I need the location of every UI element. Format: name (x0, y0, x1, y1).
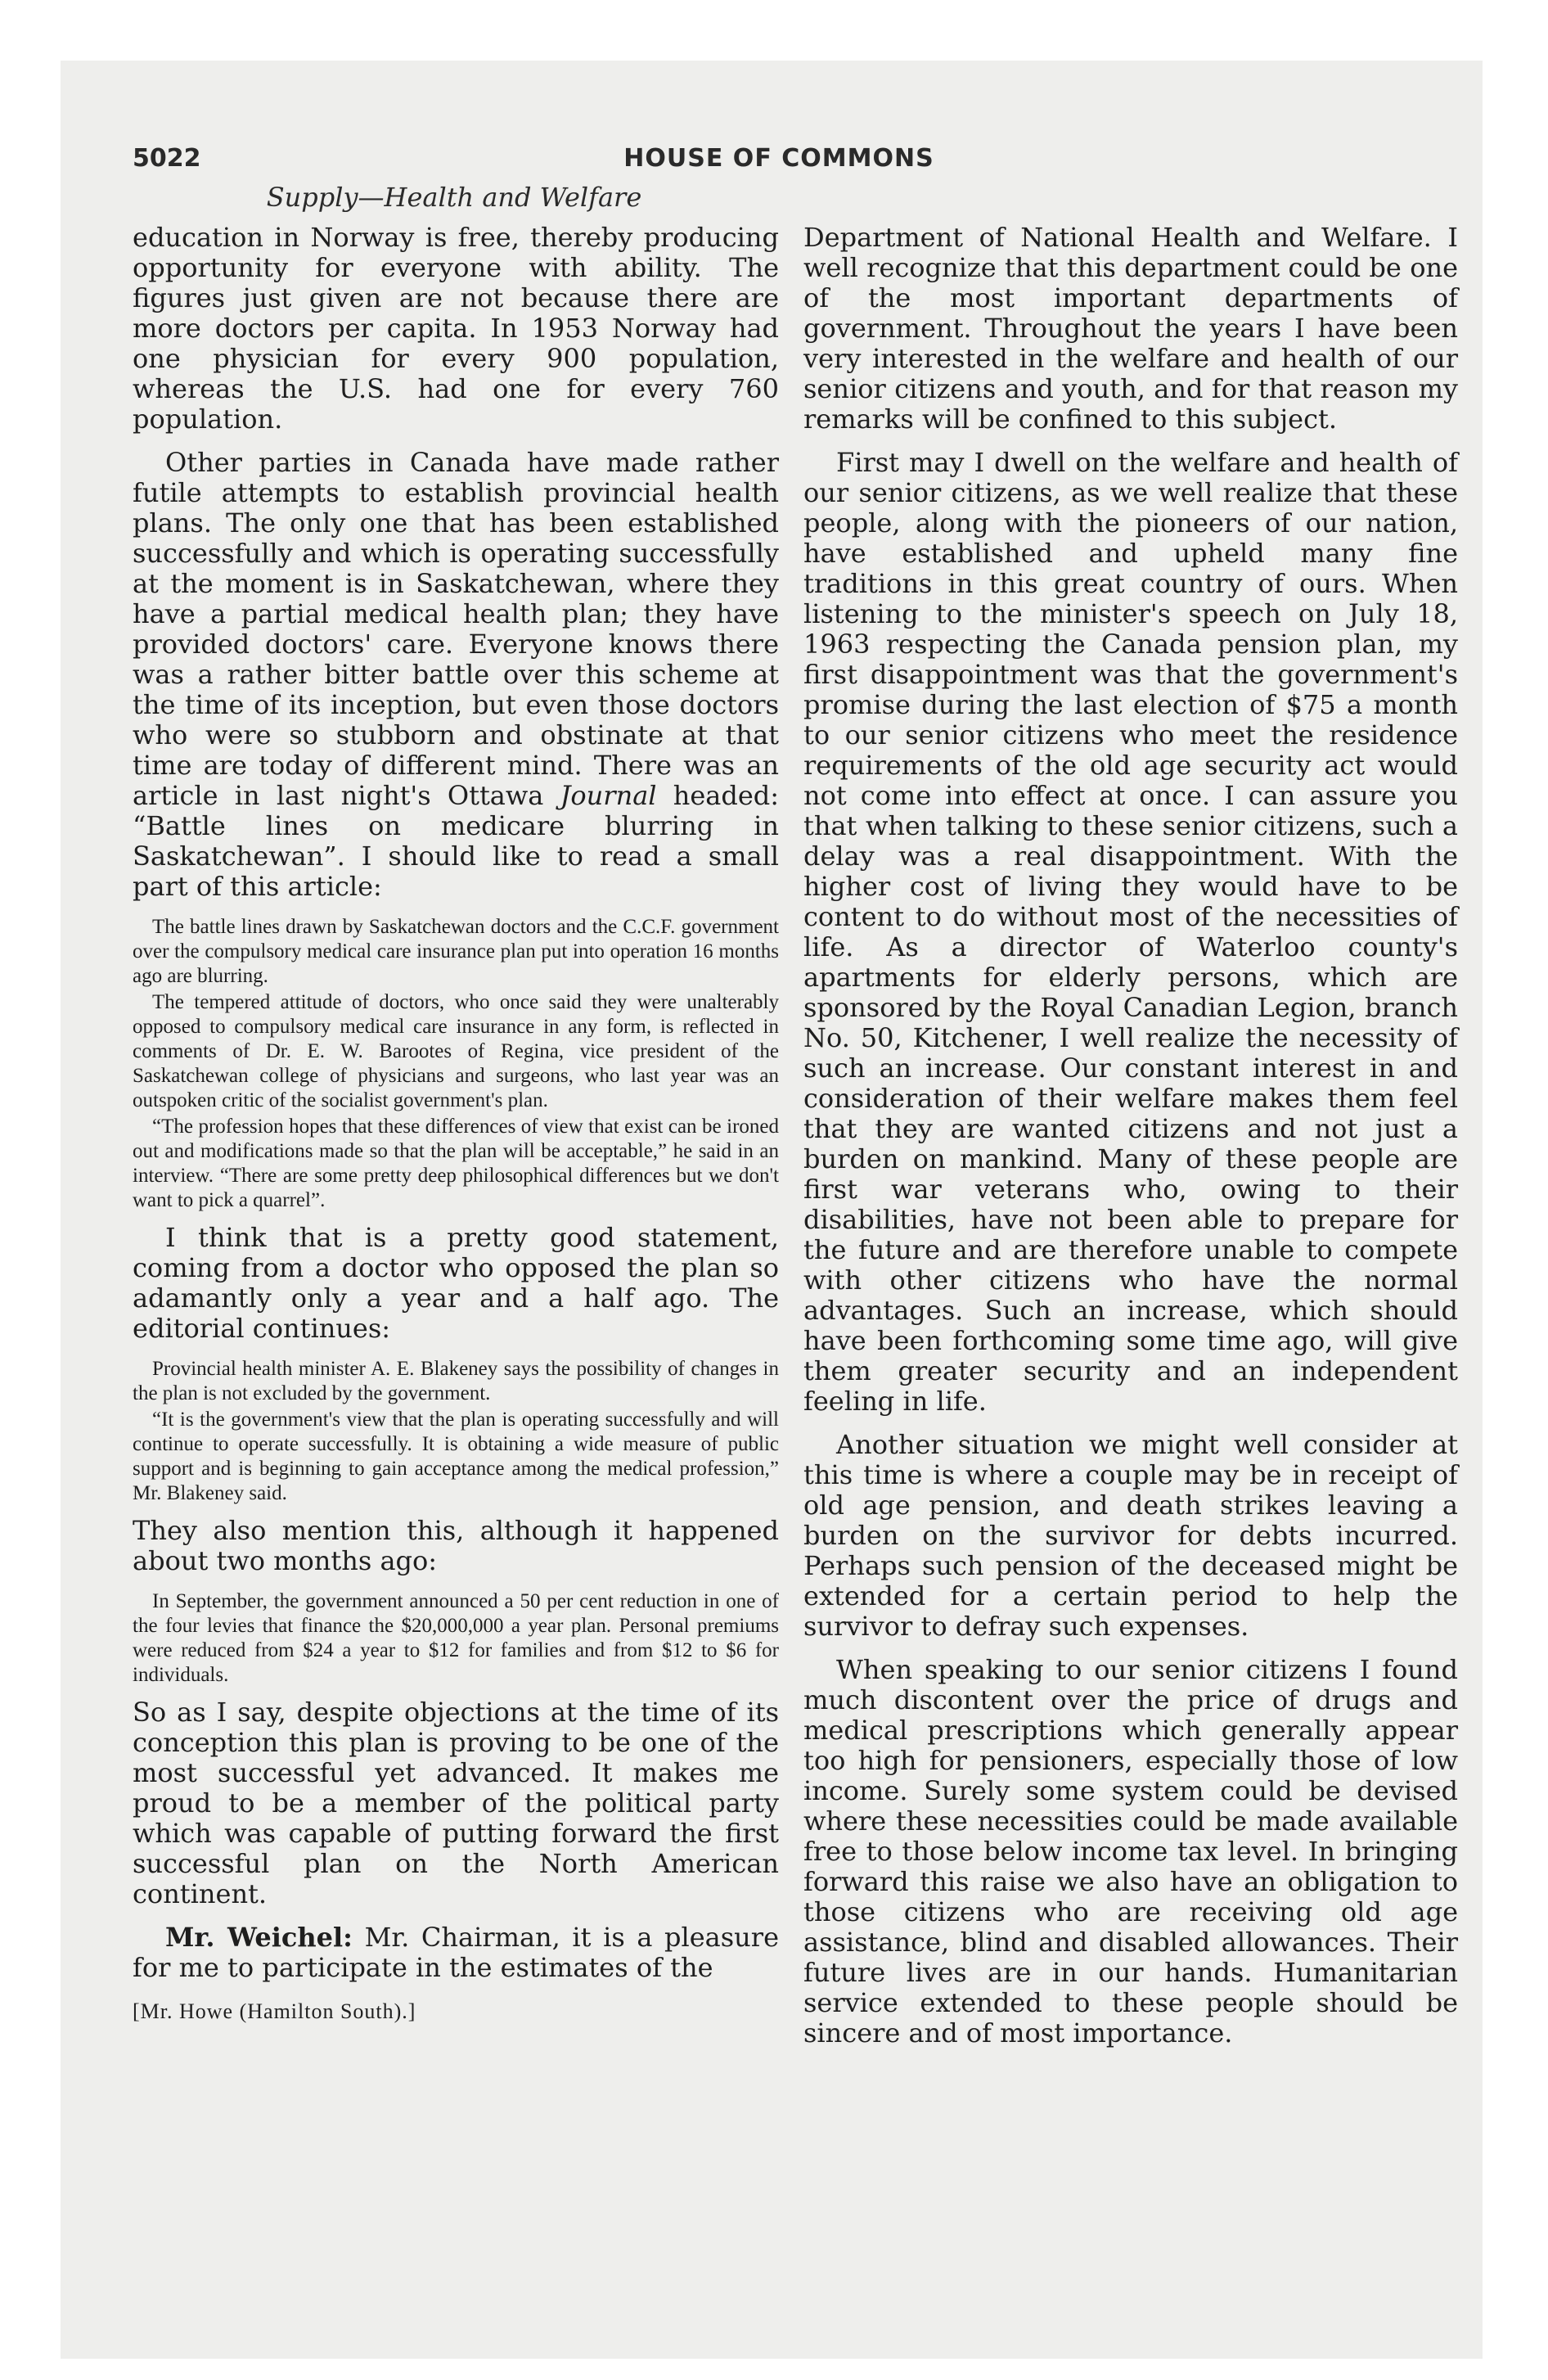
quote-paragraph: The tempered attitude of doctors, who once said they were unalterably opposed to compulsory medical care insurance in any form, is reflected in comments of Dr. E. W. Barootes of Regina, vice president of the Saskatchewan college of physicians and surgeons, who last year was an outspoken critic of the socialist government's plan. (133, 991, 779, 1111)
block-quote (133, 1589, 779, 1688)
quote-paragraph: Provincial health minister A. E. Blakeney says the possibility of changes in the plan is not excluded by the government. (133, 1358, 779, 1404)
speaker-name: Mr. Weichel: (165, 1922, 353, 1953)
paragraph: First may I dwell on the welfare and health of our senior citizens, as we well realize that these people, along with the pioneers of our nation, have established and upheld many fine traditions in this great country of ours. When listening to the minister's speech on July 18, 1963 respecting the Canada pension plan, my first disappointment was that the government's promise during the last election of $75 a month to our senior citizens who meet the residence requirements of the old age security act would not come into effect at once. I can assure you that when talking to these senior citizens, such a delay was a real disappointment. With the higher cost of living they would have to be content to do without most of the necessities of life. As a director of Waterloo county's apartments for elderly persons, which are sponsored by the Royal Canadian Legion, branch No. 50, Kitchener, I well realize the necessity of such an increase. Our constant interest in and consideration of their welfare makes them feel that they are wanted citizens and not just a burden on mankind. Many of these people are first war veterans who, owing to their disabilities, have not been able to prepare for the future and are therefore unable to compete with other citizens who have the normal advantages. Such an increase, which should have been forthcoming some time ago, will give them greater security and an independent feeling in life. (803, 447, 1458, 1417)
block-quote (133, 1357, 779, 1506)
journal-name: Journal (560, 780, 657, 811)
speech-paragraph: Mr. Weichel: Mr. Chairman, it is a pleasure for me to participate in the estimates of the (133, 1922, 780, 1983)
paragraph: Department of National Health and Welfare. I well recognize that this department could be one of the most important departments of government. Throughout the years I have been very interested in the welfare and health of our senior citizens and youth, and for that reason my remarks will be confined to this subject. (803, 222, 1458, 435)
paragraph: education in Norway is free, thereby producing opportunity for everyone with ability. The figures just given are not because there are more doctors per capita. In 1953 Norway had one physician for every 900 population, whereas the U.S. had one for every 760 population. (133, 222, 779, 435)
paragraph: I think that is a pretty good statement, coming from a doctor who opposed the plan so adamantly only a year and a half ago. The editorial continues: (133, 1222, 779, 1344)
speaker-attribution: [Mr. Howe (Hamilton South).] (133, 1999, 416, 2023)
paragraph: They also mention this, although it happened about two months ago: (133, 1515, 779, 1576)
paragraph: Another situation we might well consider at this time is where a couple may be in receipt of old age pension, and death strikes leaving a burden on the survivor for debts incurred. Perhaps such pension of the deceased might be extended for a certain period to help the survivor to defray such expenses. (803, 1429, 1458, 1642)
chamber-title: HOUSE OF COMMONS (623, 144, 934, 173)
block-quote (133, 915, 779, 1213)
paragraph: So as I say, despite objections at the time of its conception this plan is proving to be one of the most successful yet advanced. It makes me proud to be a member of the political party which was capable of putting forward the first successful plan on the North American continent. (133, 1697, 779, 1909)
paragraph: When speaking to our senior citizens I found much discontent over the price of drugs and medical prescriptions which generally appear too high for pensioners, especially those of low income. Surely some system could be devised where these necessities could be made available free to those below income tax level. In bringing forward this raise we also have an obligation to those citizens who are receiving old age assistance, blind and disabled allowances. Their future lives are in our hands. Humanitarian service extended to these people should be sincere and of most importance. (803, 1654, 1458, 2049)
quote-paragraph: “The profession hopes that these differences of view that exist can be ironed out and modifications made so that the plan will be acceptable,” he said in an interview. “There are some pretty deep philosophical differences but we don't want to pick a quarrel”. (133, 1116, 779, 1211)
left-column (133, 223, 779, 2026)
page-number: 5022 (133, 144, 201, 173)
subject-heading: Supply—Health and Welfare (266, 182, 642, 213)
quote-paragraph: “It is the government's view that the plan is operating successfully and will continue to operate successfully. It is obtaining a wide measure of public support and is beginning to gain acceptance among the medical profession,” Mr. Blakeney said. (133, 1409, 779, 1504)
quote-paragraph: The battle lines drawn by Saskatchewan doctors and the C.C.F. government over the compulsory medical care insurance plan put into operation 16 months ago are blurring. (133, 916, 779, 987)
page-header (133, 141, 1425, 178)
paragraph: Other parties in Canada have made rather futile attempts to establish provincial health plans. The only one that has been established successfully and which is operating successfully at the moment is in Saskatchewan, where they have a partial medical health plan; they have provided doctors' care. Everyone knows there was a rather bitter battle over this scheme at the time of its inception, but even those doctors who were so stubborn and obstinate at that time are today of different mind. There was an article in last night's Ottawa Journal headed: “Battle lines on medicare blurring in Saskatchewan”. I should like to read a small part of this article: (133, 447, 780, 902)
quote-paragraph: In September, the government announced a 50 per cent reduction in one of the four levies that finance the $20,000,000 a year plan. Personal premiums were reduced from $24 a year to $12 for families and from $12 to $6 for individuals. (133, 1590, 779, 1686)
right-column (803, 223, 1458, 2062)
